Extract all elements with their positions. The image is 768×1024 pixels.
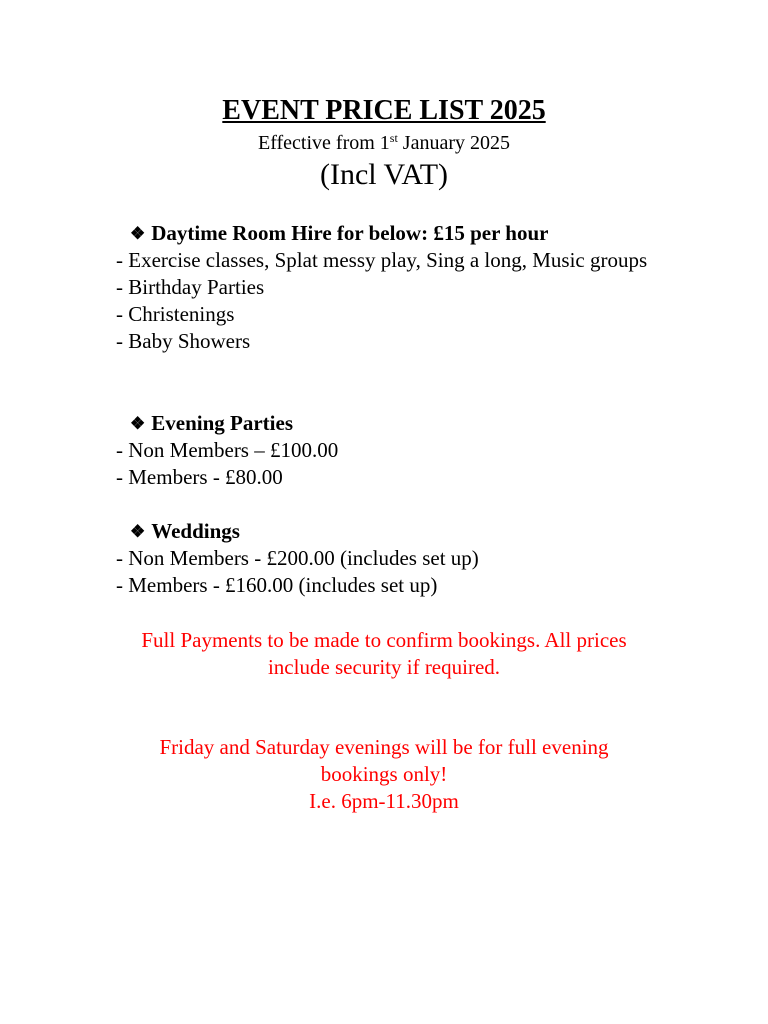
list-item: - Birthday Parties xyxy=(116,275,265,299)
weekend-booking-notice xyxy=(120,734,648,815)
section-heading-text: Evening Parties xyxy=(151,411,293,435)
section-heading xyxy=(116,220,676,247)
list-item-text: Non Members – £100.00 xyxy=(128,438,339,462)
diamond-bullet-icon: ❖ xyxy=(130,414,146,433)
list-item-text: Non Members - £200.00 (includes set up) xyxy=(128,546,479,570)
section-heading xyxy=(116,518,676,545)
section-daytime-room-hire xyxy=(116,220,676,355)
effective-date-ordinal: st xyxy=(389,131,398,145)
list-item-text: Christenings xyxy=(128,302,235,326)
effective-date-prefix: Effective from 1 xyxy=(257,132,390,154)
diamond-bullet-icon: ❖ xyxy=(130,224,146,243)
list-item-text: Exercise classes, Splat messy play, Sing a long, Music groups xyxy=(128,248,648,272)
list-item: - Members - £80.00 xyxy=(116,465,283,489)
list-item-text: Members - £80.00 xyxy=(128,465,283,489)
effective-date-suffix: January 2025 xyxy=(397,132,510,154)
list-item: - Non Members - £200.00 (includes set up) xyxy=(116,546,479,570)
list-item: - Baby Showers xyxy=(116,329,251,353)
payment-notice: Full Payments to be made to confirm bookings. All prices include security if required. xyxy=(141,628,627,679)
list-item: - Members - £160.00 (includes set up) xyxy=(116,573,438,597)
list-item: - Non Members – £100.00 xyxy=(116,438,339,462)
list-item-text: Baby Showers xyxy=(128,329,251,353)
list-item-text: Members - £160.00 (includes set up) xyxy=(128,573,438,597)
list-item: - Christenings xyxy=(116,302,235,326)
section-heading xyxy=(116,410,676,437)
section-heading-text: Daytime Room Hire for below: £15 per hour xyxy=(151,221,549,245)
page-title: EVENT PRICE LIST 2025 xyxy=(222,95,546,126)
list-item: - Exercise classes, Splat messy play, Sing a long, Music groups xyxy=(116,248,648,272)
weekend-booking-hours: I.e. 6pm-11.30pm xyxy=(309,789,459,813)
list-item-text: Birthday Parties xyxy=(128,275,265,299)
section-evening-parties xyxy=(116,410,676,491)
section-heading-text: Weddings xyxy=(151,519,240,543)
diamond-bullet-icon: ❖ xyxy=(130,522,146,541)
section-weddings xyxy=(116,518,676,599)
vat-note: (Incl VAT) xyxy=(319,158,449,191)
weekend-booking-text: Friday and Saturday evenings will be for full evening bookings only! xyxy=(159,735,609,786)
effective-date xyxy=(0,130,768,156)
